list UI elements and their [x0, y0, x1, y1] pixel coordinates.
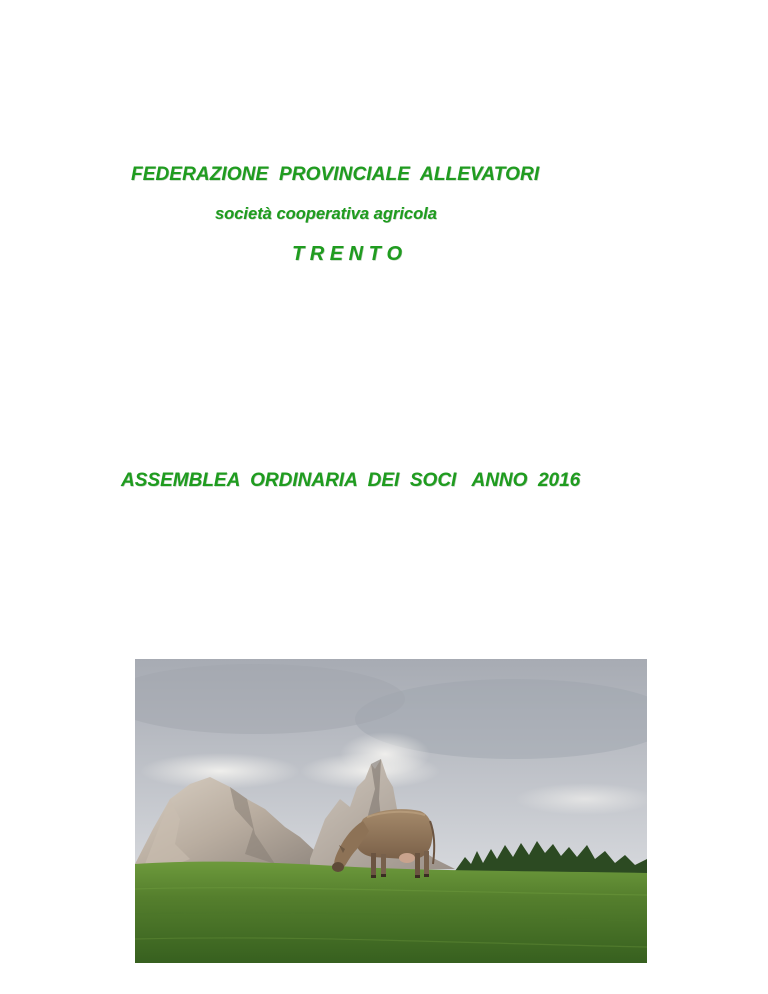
organization-title: FEDERAZIONE PROVINCIALE ALLEVATORI	[131, 164, 540, 185]
organization-subtitle: società cooperativa agricola	[215, 205, 437, 223]
cover-photo	[135, 659, 647, 963]
assembly-title: ASSEMBLEA ORDINARIA DEI SOCI ANNO 2016	[121, 470, 581, 491]
city-title: T R E N T O	[292, 243, 402, 265]
